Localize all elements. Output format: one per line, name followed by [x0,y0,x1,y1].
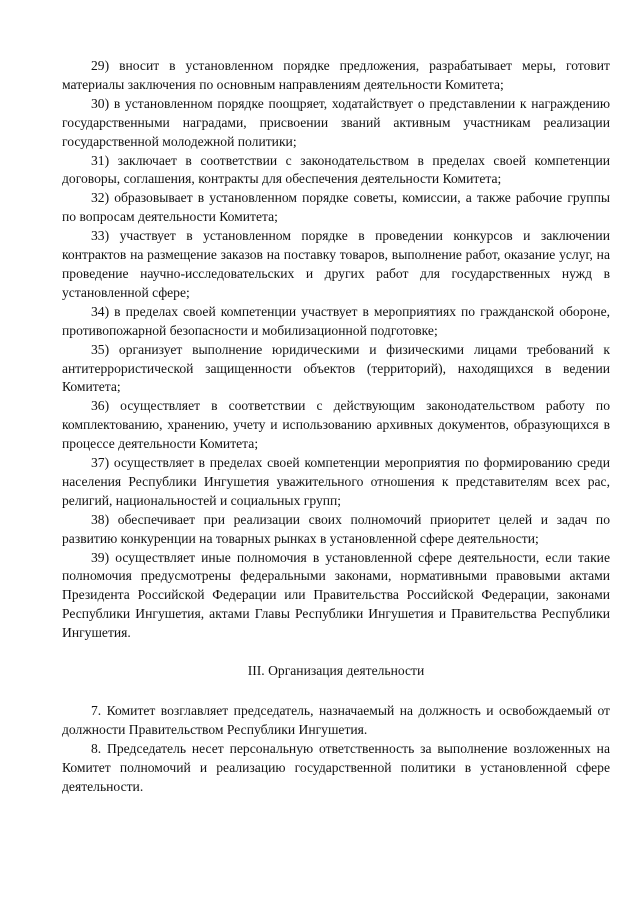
item-29: 29) вносит в установленном порядке предложения, разрабатывает меры, готовит материалы заключения по основным направлениям деятельности Комитета; [62,58,610,92]
item-37: 37) осуществляет в пределах своей компетенции мероприятия по формированию среди населения Республики Ингушетия уважительного отношения к представителям всех рас, религий, национальностей и социальных групп; [62,455,610,508]
document-page [62,57,610,797]
item-38: 38) обеспечивает при реализации своих полномочий приоритет целей и задач по развитию конкуренции на товарных рынках в установленной сфере деятельности; [62,511,610,546]
section-item-7: 7. Комитет возглавляет председатель, назначаемый на должность и освобождаемый от должности Правительством Республики Ингушетия. [62,703,610,737]
section-heading: III. Организация деятельности [247,663,425,679]
item-30: 30) в установленном порядке поощряет, ходатайствует о представлении к награждению государственными наградами, присвоении званий активным участникам реализации государственной молодежной политики; [62,95,610,149]
section-item-8: 8. Председатель несет персональную ответственность за выполнение возложенных на Комитет полномочий и реализацию государственной политики в установленной сфере деятельности. [62,740,610,794]
item-39: 39) осуществляет иные полномочия в установленной сфере деятельности, если такие полномочия предусмотрены федеральными законами, нормативными правовыми актами Президента Российской Федерации или Правительства Российской Федерации, законами Республики Ингушетия, актами Главы Республики Ингушетия и Правительства Республики Ингушетия. [62,549,610,641]
item-31: 31) заключает в соответствии с законодательством в пределах своей компетенции договоры, соглашения, контракты для обеспечения деятельности Комитета; [62,152,610,187]
item-34: 34) в пределах своей компетенции участвует в мероприятиях по гражданской обороне, противопожарной безопасности и мобилизационной подготовке; [62,303,610,338]
item-32: 32) образовывает в установленном порядке советы, комиссии, а также рабочие группы по вопросам деятельности Комитета; [62,190,610,225]
item-36: 36) осуществляет в соответствии с действующим законодательством работу по комплектованию, хранению, учету и использованию архивных документов, образующихся в процессе деятельности Комитета; [62,398,610,452]
item-33: 33) участвует в установленном порядке в проведении конкурсов и заключении контрактов на размещение заказов на поставку товаров, выполнение работ, оказание услуг, на проведение научно-исследовательских и других работ для государственных нужд в установленной сфере; [62,228,610,300]
item-35: 35) организует выполнение юридическими и физическими лицами требований к антитеррористической защищенности объектов (территорий), находящихся в ведении Комитета; [62,341,610,395]
